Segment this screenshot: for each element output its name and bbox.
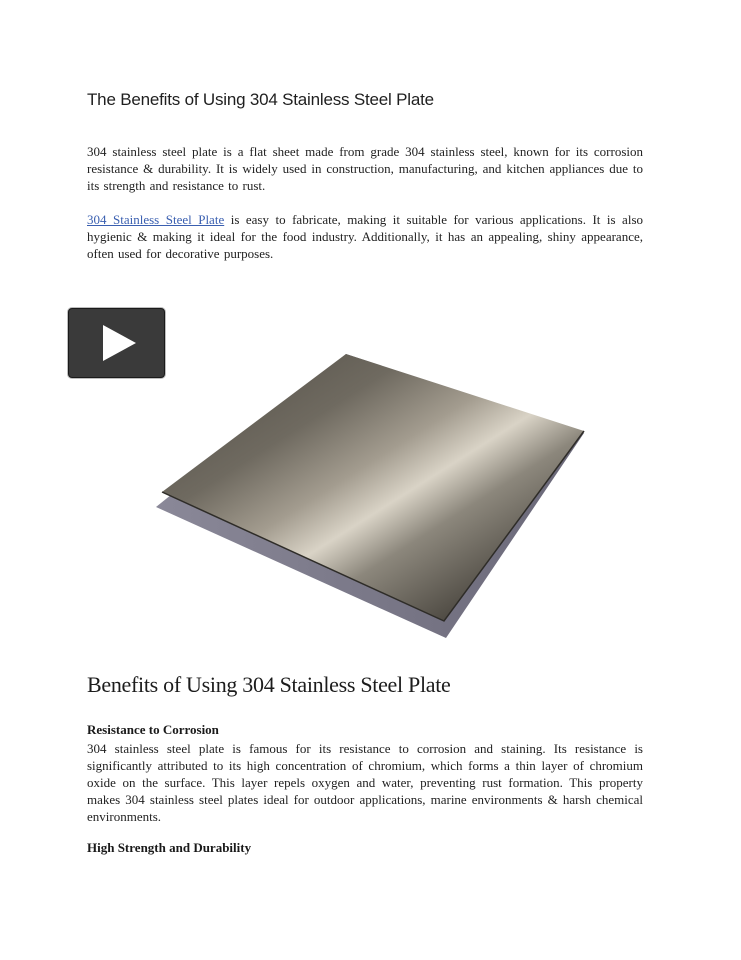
stainless-steel-plate-link[interactable]: 304 Stainless Steel Plate [87,212,225,227]
steel-plate-image [150,350,590,645]
document-title: The Benefits of Using 304 Stainless Steel Plate [87,90,434,109]
intro-paragraph: 304 stainless steel plate is a flat sheet made from grade 304 stainless steel, known for its corrosion resistance & durability. It is widely used in construction, manufacturing, and kitchen appliances due to its strength and resistance to rust. [87,144,643,193]
corrosion-paragraph: 304 stainless steel plate is famous for its resistance to corrosion and staining. Its resistance is significantly attributed to its high concentration of chromium, which forms a thin layer of chromium oxide on the surface. This layer repels oxygen and water, preventing rust formation. This property makes 304 stainless steel plates ideal for outdoor applications, marine environments & harsh chemical environments. [87,741,643,824]
strength-subheading: High Strength and Durability [87,840,252,855]
second-paragraph-text: is easy to fabricate, making it suitable for various applications. It is also hygienic & making it ideal for the food industry. Additionally, it has an appealing, shiny appearance, often used for decorative purposes. [87,212,643,261]
corrosion-subheading: Resistance to Corrosion [87,722,219,737]
second-paragraph [87,211,643,262]
section-heading: Benefits of Using 304 Stainless Steel Plate [87,672,451,697]
